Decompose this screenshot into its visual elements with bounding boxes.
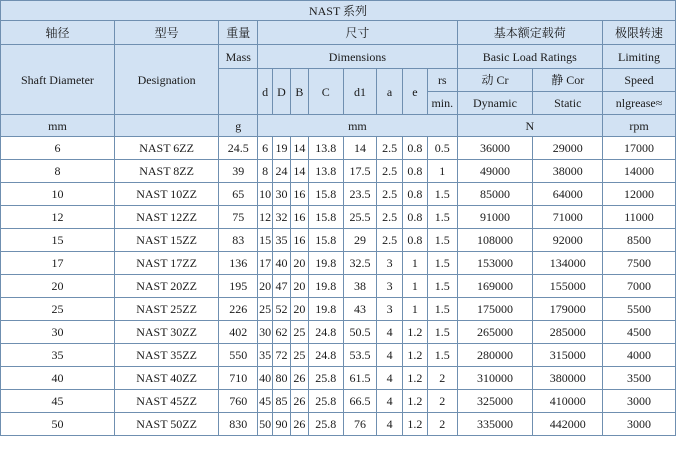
cell-d1: 32.5	[343, 252, 377, 275]
cell-static: 155000	[533, 275, 603, 298]
cell-e: 1.2	[402, 344, 427, 367]
cell-static: 380000	[533, 367, 603, 390]
cell-designation: NAST 35ZZ	[114, 344, 218, 367]
cell-mass: 195	[219, 275, 258, 298]
table-row	[1, 275, 676, 298]
cell-C: 15.8	[308, 206, 343, 229]
table-row	[1, 160, 676, 183]
cell-shaft: 30	[1, 321, 115, 344]
cell-dynamic: 91000	[457, 206, 533, 229]
cell-static: 64000	[533, 183, 603, 206]
cell-dynamic: 49000	[457, 160, 533, 183]
cell-B: 14	[290, 160, 308, 183]
cell-static: 38000	[533, 160, 603, 183]
cell-C: 13.8	[308, 137, 343, 160]
header-dim-d: d	[258, 69, 273, 115]
cell-d: 40	[258, 367, 273, 390]
cell-static: 134000	[533, 252, 603, 275]
header-rs: rs	[428, 69, 458, 92]
cell-speed: 8500	[603, 229, 676, 252]
cell-D: 19	[273, 137, 291, 160]
table-row	[1, 298, 676, 321]
cell-C: 15.8	[308, 183, 343, 206]
header-designation-en: Designation	[114, 45, 218, 115]
cell-mass: 65	[219, 183, 258, 206]
cell-d: 17	[258, 252, 273, 275]
cell-dynamic: 310000	[457, 367, 533, 390]
cell-speed: 17000	[603, 137, 676, 160]
table-row	[1, 206, 676, 229]
header-shaft-cn: 轴径	[1, 21, 115, 45]
cell-static: 442000	[533, 413, 603, 436]
cell-speed: 7500	[603, 252, 676, 275]
cell-C: 13.8	[308, 160, 343, 183]
cell-a: 2.5	[377, 137, 402, 160]
cell-e: 1.2	[402, 321, 427, 344]
cell-designation: NAST 8ZZ	[114, 160, 218, 183]
cell-mass: 136	[219, 252, 258, 275]
cell-D: 24	[273, 160, 291, 183]
header-load-cn: 基本额定载荷	[457, 21, 603, 45]
cell-static: 71000	[533, 206, 603, 229]
cell-designation: NAST 50ZZ	[114, 413, 218, 436]
cell-a: 4	[377, 344, 402, 367]
cell-C: 24.8	[308, 321, 343, 344]
cell-d1: 76	[343, 413, 377, 436]
cell-static: 29000	[533, 137, 603, 160]
cell-dynamic: 280000	[457, 344, 533, 367]
cell-d: 10	[258, 183, 273, 206]
cell-d: 20	[258, 275, 273, 298]
header-static-en: Static	[533, 92, 603, 115]
cell-designation: NAST 15ZZ	[114, 229, 218, 252]
cell-dynamic: 85000	[457, 183, 533, 206]
cell-d1: 53.5	[343, 344, 377, 367]
cell-speed: 7000	[603, 275, 676, 298]
cell-mass: 39	[219, 160, 258, 183]
cell-a: 3	[377, 298, 402, 321]
cell-static: 285000	[533, 321, 603, 344]
cell-e: 0.8	[402, 229, 427, 252]
cell-B: 20	[290, 275, 308, 298]
cell-speed: 5500	[603, 298, 676, 321]
cell-d1: 29	[343, 229, 377, 252]
cell-shaft: 15	[1, 229, 115, 252]
cell-d1: 17.5	[343, 160, 377, 183]
table-row	[1, 344, 676, 367]
cell-a: 3	[377, 275, 402, 298]
cell-D: 30	[273, 183, 291, 206]
cell-d1: 66.5	[343, 390, 377, 413]
cell-a: 4	[377, 321, 402, 344]
header-dynamic-cn: 动 Cr	[457, 69, 533, 92]
cell-dynamic: 153000	[457, 252, 533, 275]
header-dim-B: B	[290, 69, 308, 115]
header-dim-a: a	[377, 69, 402, 115]
header-shaft-en: Shaft Diameter	[1, 45, 115, 115]
unit-load: N	[457, 115, 603, 137]
table-title: NAST 系列	[1, 1, 676, 21]
cell-static: 410000	[533, 390, 603, 413]
cell-rs: 1.5	[428, 344, 458, 367]
cell-d: 35	[258, 344, 273, 367]
cell-mass: 710	[219, 367, 258, 390]
cell-B: 25	[290, 321, 308, 344]
cell-d: 45	[258, 390, 273, 413]
cell-designation: NAST 10ZZ	[114, 183, 218, 206]
cell-B: 16	[290, 206, 308, 229]
cell-B: 26	[290, 390, 308, 413]
cell-dynamic: 36000	[457, 137, 533, 160]
cell-speed: 4000	[603, 344, 676, 367]
cell-d: 50	[258, 413, 273, 436]
cell-D: 85	[273, 390, 291, 413]
cell-e: 1.2	[402, 367, 427, 390]
cell-static: 92000	[533, 229, 603, 252]
cell-D: 40	[273, 252, 291, 275]
cell-C: 25.8	[308, 367, 343, 390]
cell-d: 25	[258, 298, 273, 321]
cell-B: 20	[290, 298, 308, 321]
cell-designation: NAST 20ZZ	[114, 275, 218, 298]
cell-C: 15.8	[308, 229, 343, 252]
unit-speed: rpm	[603, 115, 676, 137]
cell-a: 2.5	[377, 206, 402, 229]
cell-a: 2.5	[377, 229, 402, 252]
cell-mass: 24.5	[219, 137, 258, 160]
table-row	[1, 321, 676, 344]
cell-C: 24.8	[308, 344, 343, 367]
table-row	[1, 390, 676, 413]
cell-d: 8	[258, 160, 273, 183]
header-dim-d1: d1	[343, 69, 377, 115]
cell-e: 0.8	[402, 160, 427, 183]
cell-rs: 1.5	[428, 298, 458, 321]
cell-shaft: 50	[1, 413, 115, 436]
cell-dynamic: 175000	[457, 298, 533, 321]
cell-d1: 14	[343, 137, 377, 160]
cell-rs: 1.5	[428, 183, 458, 206]
cell-D: 47	[273, 275, 291, 298]
header-load-en: Basic Load Ratings	[457, 45, 603, 69]
cell-B: 26	[290, 413, 308, 436]
cell-d1: 25.5	[343, 206, 377, 229]
cell-d1: 23.5	[343, 183, 377, 206]
cell-d1: 61.5	[343, 367, 377, 390]
cell-D: 72	[273, 344, 291, 367]
table-row	[1, 367, 676, 390]
cell-speed: 12000	[603, 183, 676, 206]
cell-shaft: 12	[1, 206, 115, 229]
header-designation-cn: 型号	[114, 21, 218, 45]
cell-rs: 2	[428, 390, 458, 413]
cell-a: 4	[377, 390, 402, 413]
cell-designation: NAST 40ZZ	[114, 367, 218, 390]
cell-B: 14	[290, 137, 308, 160]
cell-shaft: 35	[1, 344, 115, 367]
cell-d: 12	[258, 206, 273, 229]
cell-a: 2.5	[377, 160, 402, 183]
cell-speed: 3500	[603, 367, 676, 390]
header-dim-D: D	[273, 69, 291, 115]
cell-rs: 1.5	[428, 275, 458, 298]
cell-designation: NAST 45ZZ	[114, 390, 218, 413]
header-speed-en: Limiting	[603, 45, 676, 69]
cell-shaft: 10	[1, 183, 115, 206]
cell-a: 3	[377, 252, 402, 275]
cell-mass: 760	[219, 390, 258, 413]
header-dynamic-en: Dynamic	[457, 92, 533, 115]
cell-mass: 75	[219, 206, 258, 229]
cell-e: 1	[402, 298, 427, 321]
cell-mass: 550	[219, 344, 258, 367]
cell-rs: 1	[428, 160, 458, 183]
cell-C: 19.8	[308, 252, 343, 275]
cell-speed: 4500	[603, 321, 676, 344]
cell-e: 1	[402, 275, 427, 298]
cell-D: 35	[273, 229, 291, 252]
cell-designation: NAST 17ZZ	[114, 252, 218, 275]
unit-mass: g	[219, 115, 258, 137]
unit-designation-blank	[114, 115, 218, 137]
cell-dynamic: 265000	[457, 321, 533, 344]
cell-rs: 2	[428, 413, 458, 436]
header-dimensions-cn: 尺寸	[258, 21, 457, 45]
cell-speed: 3000	[603, 413, 676, 436]
cell-rs: 1.5	[428, 252, 458, 275]
cell-shaft: 20	[1, 275, 115, 298]
cell-rs: 0.5	[428, 137, 458, 160]
cell-speed: 3000	[603, 390, 676, 413]
cell-shaft: 8	[1, 160, 115, 183]
table-row	[1, 183, 676, 206]
cell-C: 25.8	[308, 413, 343, 436]
table-row	[1, 229, 676, 252]
cell-a: 4	[377, 367, 402, 390]
unit-shaft: mm	[1, 115, 115, 137]
cell-C: 19.8	[308, 275, 343, 298]
cell-dynamic: 169000	[457, 275, 533, 298]
header-dimensions-en: Dimensions	[258, 45, 457, 69]
cell-mass: 83	[219, 229, 258, 252]
cell-designation: NAST 25ZZ	[114, 298, 218, 321]
cell-designation: NAST 6ZZ	[114, 137, 218, 160]
header-dim-e: e	[402, 69, 427, 115]
cell-rs: 1.5	[428, 206, 458, 229]
cell-C: 19.8	[308, 298, 343, 321]
cell-B: 16	[290, 229, 308, 252]
cell-rs: 1.5	[428, 229, 458, 252]
cell-rs: 2	[428, 367, 458, 390]
cell-speed: 11000	[603, 206, 676, 229]
cell-d1: 50.5	[343, 321, 377, 344]
cell-e: 0.8	[402, 137, 427, 160]
cell-speed: 14000	[603, 160, 676, 183]
cell-e: 0.8	[402, 206, 427, 229]
cell-D: 32	[273, 206, 291, 229]
header-speed-grease: nlgrease≈	[603, 92, 676, 115]
unit-dims: mm	[258, 115, 457, 137]
cell-e: 1.2	[402, 390, 427, 413]
cell-designation: NAST 30ZZ	[114, 321, 218, 344]
cell-a: 2.5	[377, 183, 402, 206]
cell-mass: 830	[219, 413, 258, 436]
cell-shaft: 6	[1, 137, 115, 160]
cell-dynamic: 325000	[457, 390, 533, 413]
cell-shaft: 45	[1, 390, 115, 413]
cell-C: 25.8	[308, 390, 343, 413]
cell-e: 1.2	[402, 413, 427, 436]
cell-e: 1	[402, 252, 427, 275]
header-static-cn: 静 Cor	[533, 69, 603, 92]
header-speed-cn: 极限转速	[603, 21, 676, 45]
header-mass-en: Mass	[219, 45, 258, 69]
cell-mass: 402	[219, 321, 258, 344]
header-rs-min: min.	[428, 92, 458, 115]
cell-designation: NAST 12ZZ	[114, 206, 218, 229]
cell-dynamic: 108000	[457, 229, 533, 252]
cell-rs: 1.5	[428, 321, 458, 344]
cell-D: 80	[273, 367, 291, 390]
cell-static: 315000	[533, 344, 603, 367]
cell-B: 25	[290, 344, 308, 367]
cell-static: 179000	[533, 298, 603, 321]
cell-D: 52	[273, 298, 291, 321]
cell-shaft: 40	[1, 367, 115, 390]
header-mass-blank	[219, 69, 258, 115]
cell-B: 20	[290, 252, 308, 275]
header-speed-label: Speed	[603, 69, 676, 92]
cell-B: 16	[290, 183, 308, 206]
cell-shaft: 17	[1, 252, 115, 275]
cell-e: 0.8	[402, 183, 427, 206]
table-row	[1, 252, 676, 275]
cell-d: 30	[258, 321, 273, 344]
cell-d: 6	[258, 137, 273, 160]
table-row	[1, 413, 676, 436]
header-dim-C: C	[308, 69, 343, 115]
table-row	[1, 137, 676, 160]
cell-dynamic: 335000	[457, 413, 533, 436]
cell-D: 90	[273, 413, 291, 436]
header-mass-cn: 重量	[219, 21, 258, 45]
cell-a: 4	[377, 413, 402, 436]
cell-mass: 226	[219, 298, 258, 321]
cell-D: 62	[273, 321, 291, 344]
cell-B: 26	[290, 367, 308, 390]
cell-shaft: 25	[1, 298, 115, 321]
cell-d: 15	[258, 229, 273, 252]
cell-d1: 38	[343, 275, 377, 298]
cell-d1: 43	[343, 298, 377, 321]
